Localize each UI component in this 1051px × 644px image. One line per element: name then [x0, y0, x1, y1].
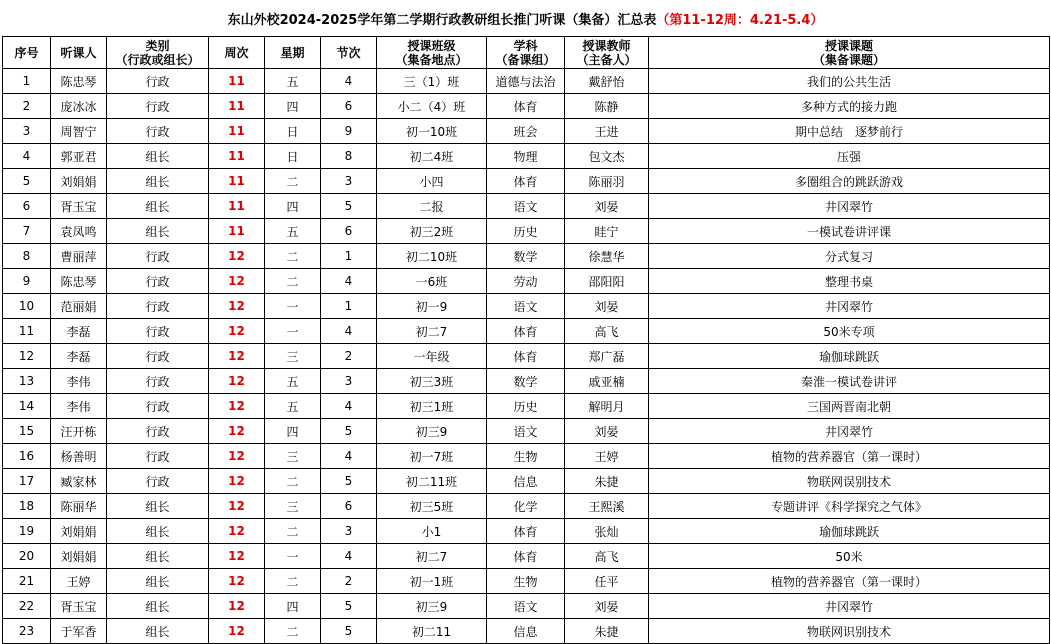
listener-cell: 刘娟娟	[51, 169, 107, 194]
category-cell: 组长	[107, 619, 209, 644]
topic-cell: 秦淮一模试卷讲评	[649, 369, 1050, 394]
category-cell: 组长	[107, 219, 209, 244]
row-number-cell: 9	[3, 269, 51, 294]
topic-cell: 分式复习	[649, 244, 1050, 269]
subject-cell: 体育	[487, 319, 565, 344]
period-cell: 6	[321, 219, 377, 244]
period-cell: 4	[321, 269, 377, 294]
topic-cell: 专题讲评《科学探究之气体》	[649, 494, 1050, 519]
period-cell: 5	[321, 594, 377, 619]
row-number-cell: 17	[3, 469, 51, 494]
week-cell: 12	[209, 294, 265, 319]
category-cell: 组长	[107, 544, 209, 569]
teacher-cell: 刘晏	[565, 294, 649, 319]
teacher-cell: 刘晏	[565, 194, 649, 219]
listener-cell: 于军香	[51, 619, 107, 644]
table-row	[3, 419, 1050, 444]
table-row	[3, 119, 1050, 144]
teacher-cell: 眭宁	[565, 219, 649, 244]
table-row	[3, 544, 1050, 569]
title-highlight: （第11-12周：4.21-5.4）	[656, 12, 824, 28]
row-number-cell: 13	[3, 369, 51, 394]
period-cell: 2	[321, 344, 377, 369]
column-header-label: 类别	[145, 38, 170, 53]
column-header-sublabel: （主备人）	[576, 52, 637, 67]
listener-cell: 庞冰冰	[51, 94, 107, 119]
teacher-cell: 刘晏	[565, 419, 649, 444]
listener-cell: 曹丽萍	[51, 244, 107, 269]
topic-cell: 多圈组合的跳跃游戏	[649, 169, 1050, 194]
class-cell: 小四	[377, 169, 487, 194]
weekday-cell: 五	[265, 219, 321, 244]
subject-cell: 体育	[487, 169, 565, 194]
topic-cell: 植物的营养器官（第一课时）	[649, 444, 1050, 469]
column-header	[265, 37, 321, 69]
weekday-cell: 三	[265, 494, 321, 519]
period-cell: 6	[321, 94, 377, 119]
row-number-cell: 10	[3, 294, 51, 319]
period-cell: 4	[321, 394, 377, 419]
weekday-cell: 二	[265, 269, 321, 294]
period-cell: 4	[321, 544, 377, 569]
topic-cell: 瑜伽球跳跃	[649, 344, 1050, 369]
period-cell: 4	[321, 319, 377, 344]
week-cell: 12	[209, 319, 265, 344]
class-cell: 初一10班	[377, 119, 487, 144]
class-cell: 小二（4）班	[377, 94, 487, 119]
topic-cell: 植物的营养器官（第一课时）	[649, 569, 1050, 594]
weekday-cell: 一	[265, 544, 321, 569]
subject-cell: 道德与法治	[487, 69, 565, 94]
table-row	[3, 569, 1050, 594]
class-cell: 三（1）班	[377, 69, 487, 94]
teacher-cell: 任平	[565, 569, 649, 594]
table-row	[3, 369, 1050, 394]
category-cell: 组长	[107, 519, 209, 544]
row-number-cell: 14	[3, 394, 51, 419]
subject-cell: 物理	[487, 144, 565, 169]
topic-cell: 一模试卷讲评课	[649, 219, 1050, 244]
period-cell: 4	[321, 69, 377, 94]
teacher-cell: 刘晏	[565, 594, 649, 619]
period-cell: 6	[321, 494, 377, 519]
table-row	[3, 269, 1050, 294]
weekday-cell: 日	[265, 119, 321, 144]
listener-cell: 李磊	[51, 319, 107, 344]
subject-cell: 语文	[487, 294, 565, 319]
weekday-cell: 三	[265, 444, 321, 469]
column-header	[565, 37, 649, 69]
table-row	[3, 219, 1050, 244]
period-cell: 5	[321, 419, 377, 444]
week-cell: 11	[209, 94, 265, 119]
row-number-cell: 2	[3, 94, 51, 119]
row-number-cell: 4	[3, 144, 51, 169]
class-cell: 初二7	[377, 319, 487, 344]
teacher-cell: 王进	[565, 119, 649, 144]
row-number-cell: 8	[3, 244, 51, 269]
row-number-cell: 1	[3, 69, 51, 94]
table-row	[3, 444, 1050, 469]
category-cell: 行政	[107, 294, 209, 319]
category-cell: 行政	[107, 444, 209, 469]
week-cell: 11	[209, 194, 265, 219]
period-cell: 3	[321, 519, 377, 544]
column-header	[209, 37, 265, 69]
period-cell: 2	[321, 569, 377, 594]
teacher-cell: 戚亚楠	[565, 369, 649, 394]
row-number-cell: 18	[3, 494, 51, 519]
subject-cell: 历史	[487, 219, 565, 244]
weekday-cell: 二	[265, 569, 321, 594]
teacher-cell: 陈丽羽	[565, 169, 649, 194]
teacher-cell: 郑广磊	[565, 344, 649, 369]
listener-cell: 杨善明	[51, 444, 107, 469]
teacher-cell: 王熙溪	[565, 494, 649, 519]
week-cell: 12	[209, 269, 265, 294]
column-header-label: 序号	[14, 45, 39, 60]
row-number-cell: 22	[3, 594, 51, 619]
topic-cell: 多种方式的接力跑	[649, 94, 1050, 119]
class-cell: 初三9	[377, 594, 487, 619]
table-row	[3, 244, 1050, 269]
teacher-cell: 高飞	[565, 319, 649, 344]
title-main: 东山外校2024-2025学年第二学期行政教研组长推门听课（集备）汇总表	[227, 12, 657, 28]
weekday-cell: 二	[265, 519, 321, 544]
topic-cell: 三国两晋南北朝	[649, 394, 1050, 419]
subject-cell: 信息	[487, 619, 565, 644]
period-cell: 4	[321, 444, 377, 469]
column-header-sublabel: （行政或组长）	[115, 52, 200, 67]
row-number-cell: 12	[3, 344, 51, 369]
week-cell: 12	[209, 569, 265, 594]
row-number-cell: 23	[3, 619, 51, 644]
column-header-label: 授课班级	[407, 38, 456, 53]
topic-cell: 我们的公共生活	[649, 69, 1050, 94]
category-cell: 行政	[107, 369, 209, 394]
table-row	[3, 619, 1050, 644]
week-cell: 12	[209, 494, 265, 519]
topic-cell: 井冈翠竹	[649, 294, 1050, 319]
subject-cell: 化学	[487, 494, 565, 519]
table-row	[3, 94, 1050, 119]
teacher-cell: 包文杰	[565, 144, 649, 169]
table-row	[3, 144, 1050, 169]
listener-cell: 汪开栋	[51, 419, 107, 444]
column-header	[107, 37, 209, 69]
table-body	[3, 69, 1050, 644]
topic-cell: 50米	[649, 544, 1050, 569]
listener-cell: 李伟	[51, 369, 107, 394]
weekday-cell: 五	[265, 369, 321, 394]
topic-cell: 50米专项	[649, 319, 1050, 344]
week-cell: 11	[209, 119, 265, 144]
week-cell: 12	[209, 594, 265, 619]
listener-cell: 李伟	[51, 394, 107, 419]
category-cell: 行政	[107, 394, 209, 419]
subject-cell: 历史	[487, 394, 565, 419]
column-header-sublabel: （集备地点）	[395, 52, 468, 67]
column-header-label: 听课人	[60, 45, 97, 60]
table-row	[3, 194, 1050, 219]
subject-cell: 信息	[487, 469, 565, 494]
weekday-cell: 二	[265, 169, 321, 194]
class-cell: 初三5班	[377, 494, 487, 519]
category-cell: 行政	[107, 319, 209, 344]
class-cell: 初二7	[377, 544, 487, 569]
row-number-cell: 21	[3, 569, 51, 594]
listener-cell: 李磊	[51, 344, 107, 369]
week-cell: 12	[209, 244, 265, 269]
row-number-cell: 6	[3, 194, 51, 219]
weekday-cell: 四	[265, 94, 321, 119]
subject-cell: 数学	[487, 244, 565, 269]
class-cell: 初三3班	[377, 369, 487, 394]
subject-cell: 体育	[487, 519, 565, 544]
table-row	[3, 294, 1050, 319]
teacher-cell: 徐慧华	[565, 244, 649, 269]
weekday-cell: 二	[265, 244, 321, 269]
listener-cell: 陈忠琴	[51, 269, 107, 294]
weekday-cell: 四	[265, 419, 321, 444]
weekday-cell: 三	[265, 344, 321, 369]
category-cell: 行政	[107, 269, 209, 294]
period-cell: 1	[321, 244, 377, 269]
subject-cell: 生物	[487, 444, 565, 469]
subject-cell: 语文	[487, 419, 565, 444]
column-header	[487, 37, 565, 69]
teacher-cell: 朱捷	[565, 619, 649, 644]
category-cell: 组长	[107, 569, 209, 594]
week-cell: 12	[209, 394, 265, 419]
weekday-cell: 五	[265, 69, 321, 94]
header-row	[3, 37, 1050, 69]
topic-cell: 井冈翠竹	[649, 594, 1050, 619]
listener-cell: 周智宁	[51, 119, 107, 144]
teacher-cell: 戴舒怡	[565, 69, 649, 94]
table-row	[3, 469, 1050, 494]
period-cell: 9	[321, 119, 377, 144]
listener-cell: 郭亚君	[51, 144, 107, 169]
period-cell: 5	[321, 469, 377, 494]
topic-cell: 井冈翠竹	[649, 194, 1050, 219]
topic-cell: 瑜伽球跳跃	[649, 519, 1050, 544]
subject-cell: 体育	[487, 94, 565, 119]
weekday-cell: 一	[265, 294, 321, 319]
subject-cell: 语文	[487, 594, 565, 619]
column-header-label: 学科	[513, 38, 538, 53]
category-cell: 行政	[107, 244, 209, 269]
category-cell: 组长	[107, 194, 209, 219]
summary-table	[2, 36, 1050, 644]
period-cell: 5	[321, 619, 377, 644]
table-row	[3, 344, 1050, 369]
category-cell: 组长	[107, 494, 209, 519]
class-cell: 初一9	[377, 294, 487, 319]
class-cell: 初一1班	[377, 569, 487, 594]
category-cell: 行政	[107, 344, 209, 369]
class-cell: 初二4班	[377, 144, 487, 169]
period-cell: 5	[321, 194, 377, 219]
column-header	[321, 37, 377, 69]
category-cell: 组长	[107, 594, 209, 619]
weekday-cell: 二	[265, 469, 321, 494]
class-cell: 初二11班	[377, 469, 487, 494]
class-cell: 初三2班	[377, 219, 487, 244]
week-cell: 12	[209, 519, 265, 544]
listener-cell: 臧家林	[51, 469, 107, 494]
column-header-label: 授课课题	[824, 38, 873, 53]
week-cell: 12	[209, 344, 265, 369]
class-cell: 初二10班	[377, 244, 487, 269]
table-row	[3, 69, 1050, 94]
listener-cell: 胥玉宝	[51, 594, 107, 619]
listener-cell: 范丽娟	[51, 294, 107, 319]
period-cell: 3	[321, 369, 377, 394]
period-cell: 3	[321, 169, 377, 194]
teacher-cell: 张灿	[565, 519, 649, 544]
class-cell: 初一7班	[377, 444, 487, 469]
subject-cell: 语文	[487, 194, 565, 219]
teacher-cell: 解明月	[565, 394, 649, 419]
subject-cell: 数学	[487, 369, 565, 394]
topic-cell: 整理书桌	[649, 269, 1050, 294]
column-header-sublabel: （备课组）	[495, 52, 556, 67]
category-cell: 行政	[107, 69, 209, 94]
table-row	[3, 494, 1050, 519]
column-header-label: 授课教师	[582, 38, 631, 53]
weekday-cell: 四	[265, 194, 321, 219]
row-number-cell: 5	[3, 169, 51, 194]
period-cell: 8	[321, 144, 377, 169]
category-cell: 行政	[107, 94, 209, 119]
table-row	[3, 319, 1050, 344]
column-header-label: 星期	[280, 45, 305, 60]
listener-cell: 陈忠琴	[51, 69, 107, 94]
table-row	[3, 394, 1050, 419]
topic-cell: 井冈翠竹	[649, 419, 1050, 444]
subject-cell: 体育	[487, 344, 565, 369]
category-cell: 行政	[107, 119, 209, 144]
column-header	[51, 37, 107, 69]
column-header-sublabel: （集备课题）	[812, 52, 885, 67]
column-header	[3, 37, 51, 69]
topic-cell: 物联网误别技术	[649, 469, 1050, 494]
week-cell: 11	[209, 169, 265, 194]
weekday-cell: 一	[265, 319, 321, 344]
subject-cell: 体育	[487, 544, 565, 569]
row-number-cell: 20	[3, 544, 51, 569]
week-cell: 12	[209, 469, 265, 494]
weekday-cell: 日	[265, 144, 321, 169]
category-cell: 行政	[107, 419, 209, 444]
teacher-cell: 朱捷	[565, 469, 649, 494]
teacher-cell: 陈静	[565, 94, 649, 119]
row-number-cell: 15	[3, 419, 51, 444]
row-number-cell: 7	[3, 219, 51, 244]
category-cell: 组长	[107, 169, 209, 194]
page-title	[0, 0, 1051, 36]
teacher-cell: 王婷	[565, 444, 649, 469]
category-cell: 行政	[107, 469, 209, 494]
listener-cell: 胥玉宝	[51, 194, 107, 219]
subject-cell: 劳动	[487, 269, 565, 294]
table-row	[3, 169, 1050, 194]
class-cell: 一年级	[377, 344, 487, 369]
class-cell: 一6班	[377, 269, 487, 294]
topic-cell: 物联网识别技术	[649, 619, 1050, 644]
week-cell: 12	[209, 419, 265, 444]
listener-cell: 袁凤鸣	[51, 219, 107, 244]
listener-cell: 王婷	[51, 569, 107, 594]
class-cell: 初二11	[377, 619, 487, 644]
topic-cell: 压强	[649, 144, 1050, 169]
week-cell: 11	[209, 219, 265, 244]
class-cell: 初三9	[377, 419, 487, 444]
listener-cell: 刘娟娟	[51, 519, 107, 544]
column-header-label: 节次	[336, 45, 361, 60]
table-row	[3, 594, 1050, 619]
teacher-cell: 邵阳阳	[565, 269, 649, 294]
week-cell: 11	[209, 69, 265, 94]
row-number-cell: 19	[3, 519, 51, 544]
row-number-cell: 16	[3, 444, 51, 469]
topic-cell: 期中总结 逐梦前行	[649, 119, 1050, 144]
week-cell: 12	[209, 544, 265, 569]
row-number-cell: 11	[3, 319, 51, 344]
class-cell: 小1	[377, 519, 487, 544]
week-cell: 11	[209, 144, 265, 169]
class-cell: 初三1班	[377, 394, 487, 419]
column-header	[377, 37, 487, 69]
period-cell: 1	[321, 294, 377, 319]
row-number-cell: 3	[3, 119, 51, 144]
week-cell: 12	[209, 369, 265, 394]
subject-cell: 生物	[487, 569, 565, 594]
table-row	[3, 519, 1050, 544]
class-cell: 二报	[377, 194, 487, 219]
teacher-cell: 高飞	[565, 544, 649, 569]
category-cell: 组长	[107, 144, 209, 169]
weekday-cell: 四	[265, 594, 321, 619]
week-cell: 12	[209, 619, 265, 644]
weekday-cell: 五	[265, 394, 321, 419]
subject-cell: 班会	[487, 119, 565, 144]
listener-cell: 刘娟娟	[51, 544, 107, 569]
weekday-cell: 二	[265, 619, 321, 644]
listener-cell: 陈丽华	[51, 494, 107, 519]
column-header-label: 周次	[224, 45, 249, 60]
column-header	[649, 37, 1050, 69]
week-cell: 12	[209, 444, 265, 469]
